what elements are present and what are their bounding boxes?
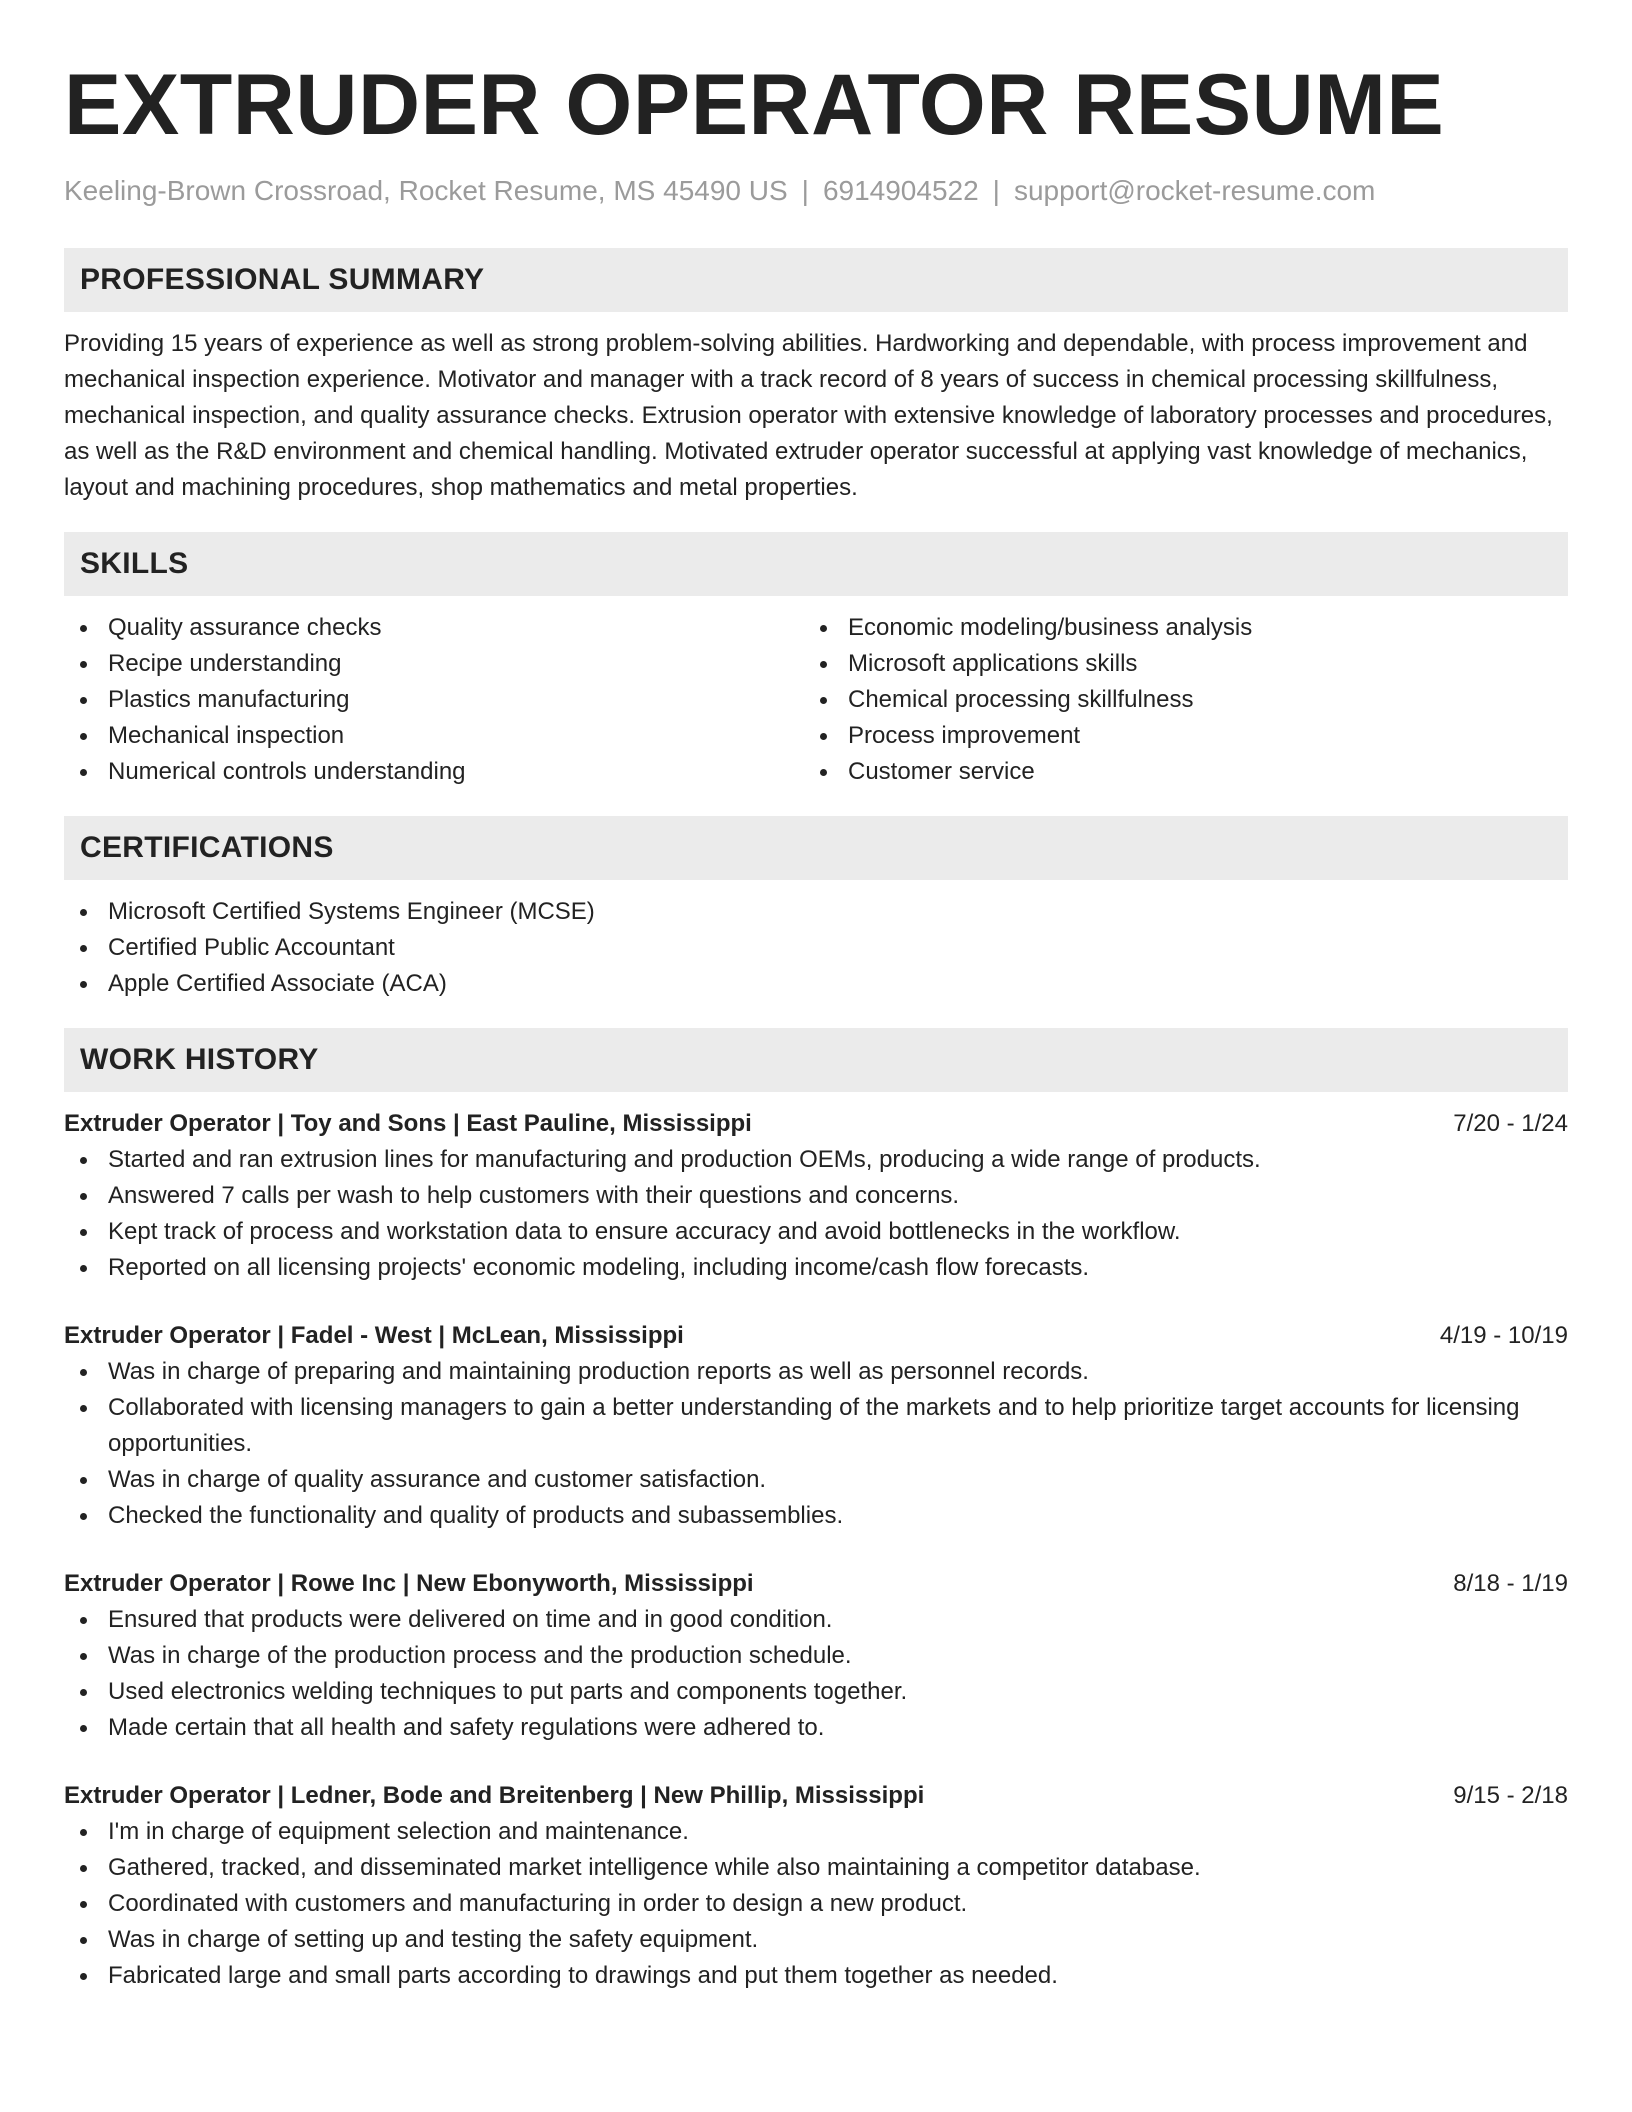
job-bullet: Kept track of process and workstation data to ensure accuracy and avoid bottlenecks in the workflow. xyxy=(64,1214,1568,1250)
work-history-heading: WORK HISTORY xyxy=(80,1042,319,1076)
job-bullet: Was in charge of setting up and testing the safety equipment. xyxy=(64,1922,1568,1958)
certification-item: Apple Certified Associate (ACA) xyxy=(64,966,1568,1002)
skill-item: Economic modeling/business analysis xyxy=(804,610,1544,646)
job-entry xyxy=(64,1778,1568,1994)
job-header xyxy=(64,1318,1568,1354)
contact-separator: | xyxy=(992,175,1000,206)
job-entry xyxy=(64,1106,1568,1286)
job-title: Extruder Operator | Rowe Inc | New Ebonyworth, Mississippi xyxy=(64,1569,754,1597)
contact-line xyxy=(64,174,1568,208)
skills-column-right xyxy=(804,610,1544,790)
summary-text: Providing 15 years of experience as well as strong problem-solving abilities. Hardworking and dependable, with process improvement and mechanical inspection experience. Motivator and manager with a track record of 8 years of success in chemical processing skillfulness, mechanical inspection, and quality assurance checks. Extrusion operator with extensive knowledge of laboratory processes and procedures, as well as the R&D environment and chemical handling. Motivated extruder operator successful at applying vast knowledge of mechanics, layout and machining procedures, shop mathematics and metal properties. xyxy=(64,329,1553,501)
job-bullet: Ensured that products were delivered on time and in good condition. xyxy=(64,1602,1568,1638)
skill-item: Recipe understanding xyxy=(64,646,804,682)
contact-address: Keeling-Brown Crossroad, Rocket Resume, MS 45490 US xyxy=(64,175,788,206)
job-header xyxy=(64,1566,1568,1602)
skill-item: Chemical processing skillfulness xyxy=(804,682,1544,718)
contact-separator: | xyxy=(801,175,809,206)
skills-heading: SKILLS xyxy=(80,546,189,580)
job-bullet: Gathered, tracked, and disseminated market intelligence while also maintaining a competitor database. xyxy=(64,1850,1568,1886)
job-bullet: Coordinated with customers and manufacturing in order to design a new product. xyxy=(64,1886,1568,1922)
certifications-section-header xyxy=(64,816,1568,880)
job-dates: 8/18 - 1/19 xyxy=(1453,1569,1568,1597)
job-dates: 9/15 - 2/18 xyxy=(1453,1781,1568,1809)
job-bullet: Checked the functionality and quality of products and subassemblies. xyxy=(64,1498,1568,1534)
skill-item: Quality assurance checks xyxy=(64,610,804,646)
skill-item: Process improvement xyxy=(804,718,1544,754)
job-bullets xyxy=(64,1602,1568,1746)
certifications-heading: CERTIFICATIONS xyxy=(80,830,334,864)
job-dates: 4/19 - 10/19 xyxy=(1439,1321,1568,1349)
job-bullets xyxy=(64,1354,1568,1534)
work-history-section-header xyxy=(64,1028,1568,1092)
contact-phone: 6914904522 xyxy=(822,175,979,206)
skill-item: Numerical controls understanding xyxy=(64,754,804,790)
job-bullet: Made certain that all health and safety regulations were adhered to. xyxy=(64,1710,1568,1746)
job-bullets xyxy=(64,1814,1568,1994)
job-header xyxy=(64,1778,1568,1814)
job-bullet: Was in charge of the production process and the production schedule. xyxy=(64,1638,1568,1674)
certification-item: Certified Public Accountant xyxy=(64,930,1568,966)
job-bullets xyxy=(64,1142,1568,1286)
job-entry xyxy=(64,1566,1568,1746)
job-bullet: I'm in charge of equipment selection and maintenance. xyxy=(64,1814,1568,1850)
job-bullet: Started and ran extrusion lines for manufacturing and production OEMs, producing a wide range of products. xyxy=(64,1142,1568,1178)
skill-item: Customer service xyxy=(804,754,1544,790)
contact-email[interactable]: support@rocket-resume.com xyxy=(1013,175,1376,206)
job-bullet: Collaborated with licensing managers to gain a better understanding of the markets and to help prioritize target accounts for licensing opportunities. xyxy=(64,1390,1568,1462)
job-header xyxy=(64,1106,1568,1142)
job-bullet: Was in charge of quality assurance and customer satisfaction. xyxy=(64,1462,1568,1498)
skill-item: Microsoft applications skills xyxy=(804,646,1544,682)
job-entry xyxy=(64,1318,1568,1534)
skills-column-left xyxy=(64,610,804,790)
summary-section-header xyxy=(64,248,1568,312)
job-title: Extruder Operator | Ledner, Bode and Breitenberg | New Phillip, Mississippi xyxy=(64,1781,925,1809)
job-title: Extruder Operator | Fadel - West | McLean, Mississippi xyxy=(64,1321,684,1349)
job-bullet: Fabricated large and small parts according to drawings and put them together as needed. xyxy=(64,1958,1568,1994)
job-bullet: Was in charge of preparing and maintaining production reports as well as personnel records. xyxy=(64,1354,1568,1390)
job-title: Extruder Operator | Toy and Sons | East Pauline, Mississippi xyxy=(64,1109,752,1137)
skills-section-header xyxy=(64,532,1568,596)
skill-item: Plastics manufacturing xyxy=(64,682,804,718)
skills-list xyxy=(64,610,1568,790)
summary-heading: PROFESSIONAL SUMMARY xyxy=(80,262,485,296)
job-bullet: Used electronics welding techniques to put parts and components together. xyxy=(64,1674,1568,1710)
job-dates: 7/20 - 1/24 xyxy=(1453,1109,1568,1137)
certifications-list xyxy=(64,894,1568,1002)
job-bullet: Answered 7 calls per wash to help customers with their questions and concerns. xyxy=(64,1178,1568,1214)
skill-item: Mechanical inspection xyxy=(64,718,804,754)
job-bullet: Reported on all licensing projects' economic modeling, including income/cash flow forecasts. xyxy=(64,1250,1568,1286)
resume-title: EXTRUDER OPERATOR RESUME xyxy=(64,57,1445,153)
certification-item: Microsoft Certified Systems Engineer (MCSE) xyxy=(64,894,1568,930)
